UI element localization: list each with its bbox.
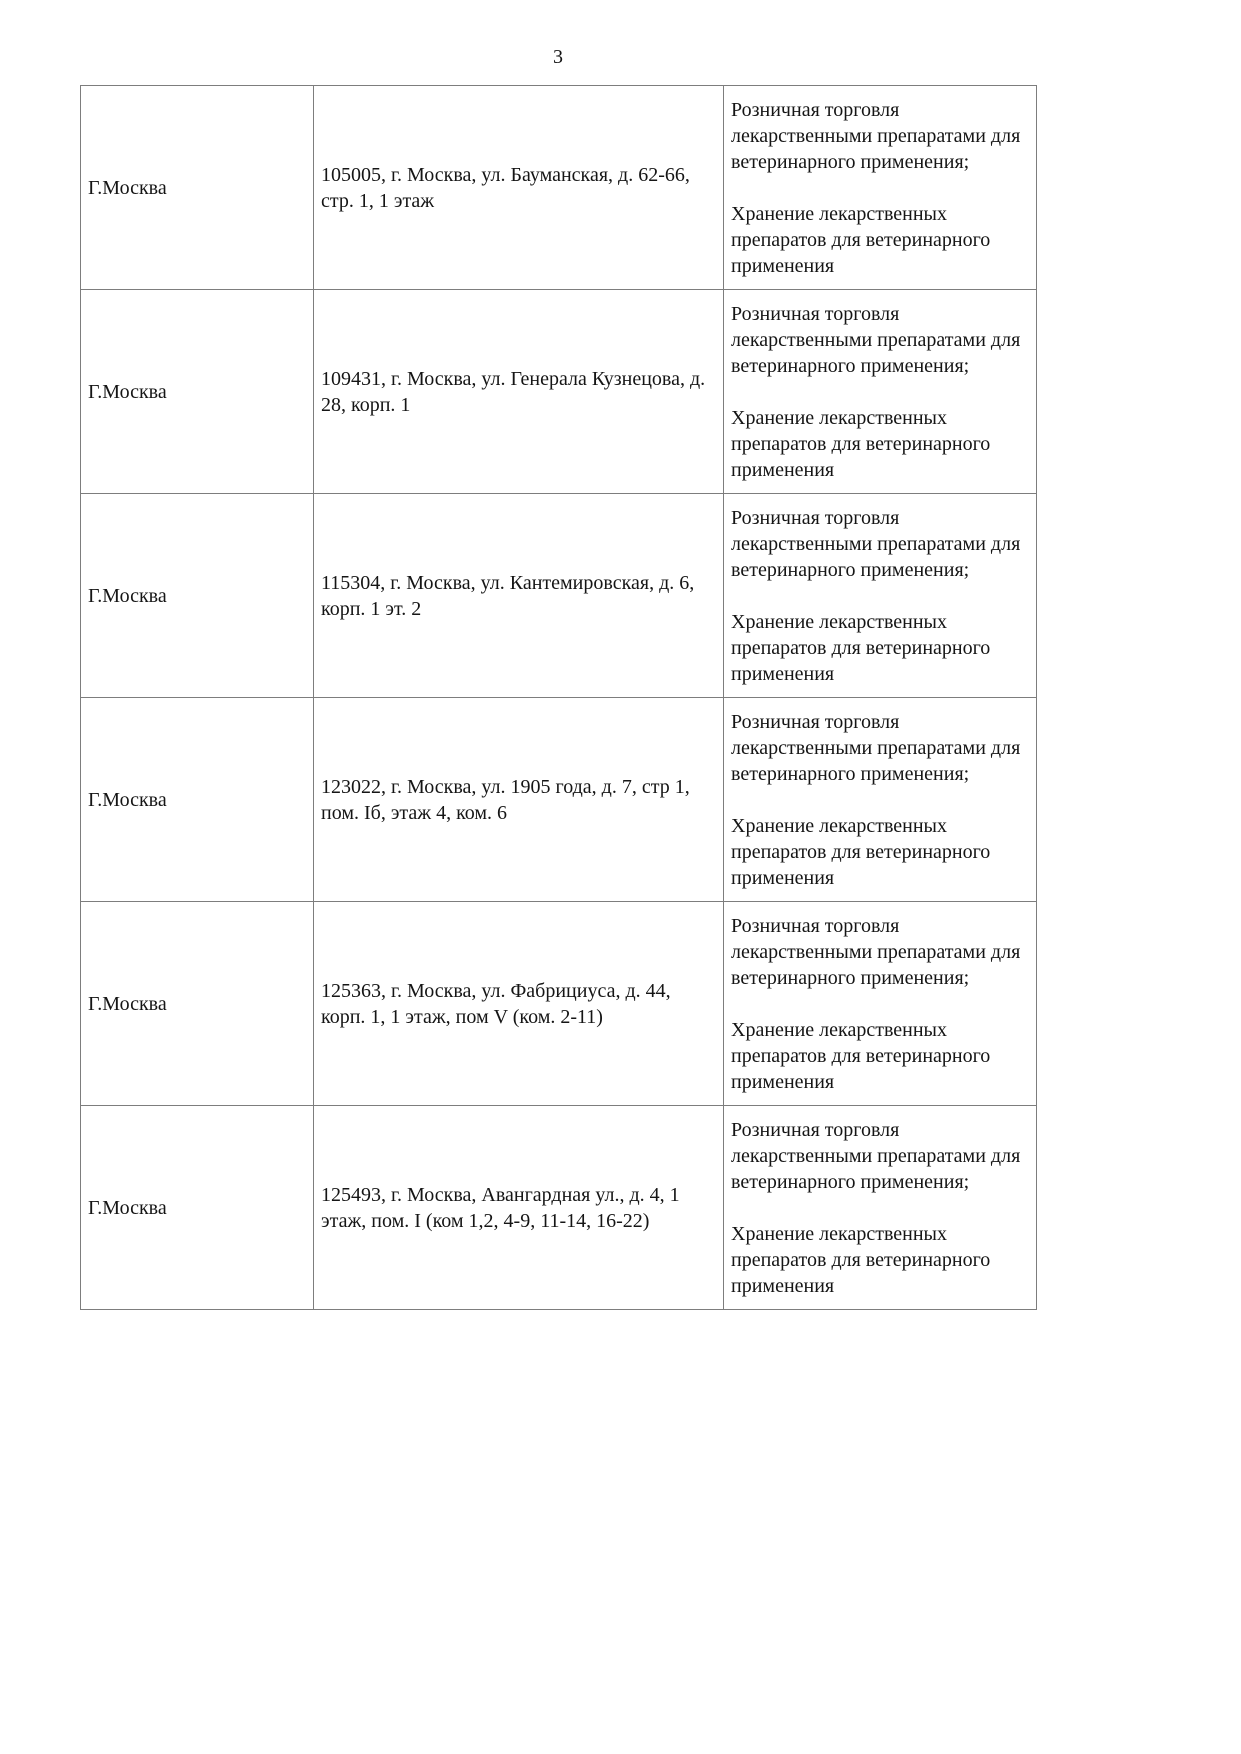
activity-cell (724, 290, 1037, 494)
activity-storage-text: Хранение лекарственных препаратов для ветеринарного применения (731, 1222, 991, 1297)
address-cell: 109431, г. Москва, ул. Генерала Кузнецова, д. 28, корп. 1 (314, 290, 724, 494)
activity-storage-text: Хранение лекарственных препаратов для ветеринарного применения (731, 406, 991, 481)
activity-retail-text: Розничная торговля лекарственными препаратами для ветеринарного применения; (731, 302, 1021, 377)
address-cell: 105005, г. Москва, ул. Бауманская, д. 62-66, стр. 1, 1 этаж (314, 86, 724, 290)
city-cell: Г.Москва (81, 698, 314, 902)
address-cell: 125363, г. Москва, ул. Фабрициуса, д. 44, корп. 1, 1 этаж, пом V (ком. 2-11) (314, 902, 724, 1106)
activity-storage-text: Хранение лекарственных препаратов для ветеринарного применения (731, 202, 991, 277)
address-cell: 115304, г. Москва, ул. Кантемировская, д. 6, корп. 1 эт. 2 (314, 494, 724, 698)
table-row (81, 494, 1037, 698)
city-cell: Г.Москва (81, 86, 314, 290)
activity-retail-text: Розничная торговля лекарственными препаратами для ветеринарного применения; (731, 98, 1021, 173)
activity-storage-text: Хранение лекарственных препаратов для ветеринарного применения (731, 610, 991, 685)
table-row (81, 698, 1037, 902)
activity-retail-text: Розничная торговля лекарственными препаратами для ветеринарного применения; (731, 710, 1021, 785)
activity-retail-text: Розничная торговля лекарственными препаратами для ветеринарного применения; (731, 506, 1021, 581)
address-cell: 125493, г. Москва, Авангардная ул., д. 4, 1 этаж, пом. I (ком 1,2, 4-9, 11-14, 16-22) (314, 1106, 724, 1310)
city-cell: Г.Москва (81, 902, 314, 1106)
table-row (81, 290, 1037, 494)
activity-cell (724, 902, 1037, 1106)
city-cell: Г.Москва (81, 290, 314, 494)
page-number: 3 (553, 46, 563, 68)
address-cell: 123022, г. Москва, ул. 1905 года, д. 7, стр 1, пом. Iб, этаж 4, ком. 6 (314, 698, 724, 902)
license-addresses-table (80, 85, 1037, 1310)
city-cell: Г.Москва (81, 1106, 314, 1310)
activity-cell (724, 698, 1037, 902)
table-row (81, 902, 1037, 1106)
activity-cell (724, 86, 1037, 290)
activity-retail-text: Розничная торговля лекарственными препаратами для ветеринарного применения; (731, 1118, 1021, 1193)
table-row (81, 1106, 1037, 1310)
activity-cell (724, 494, 1037, 698)
city-cell: Г.Москва (81, 494, 314, 698)
activity-retail-text: Розничная торговля лекарственными препаратами для ветеринарного применения; (731, 914, 1021, 989)
activity-storage-text: Хранение лекарственных препаратов для ветеринарного применения (731, 1018, 991, 1093)
activity-storage-text: Хранение лекарственных препаратов для ветеринарного применения (731, 814, 991, 889)
activity-cell (724, 1106, 1037, 1310)
table-row (81, 86, 1037, 290)
